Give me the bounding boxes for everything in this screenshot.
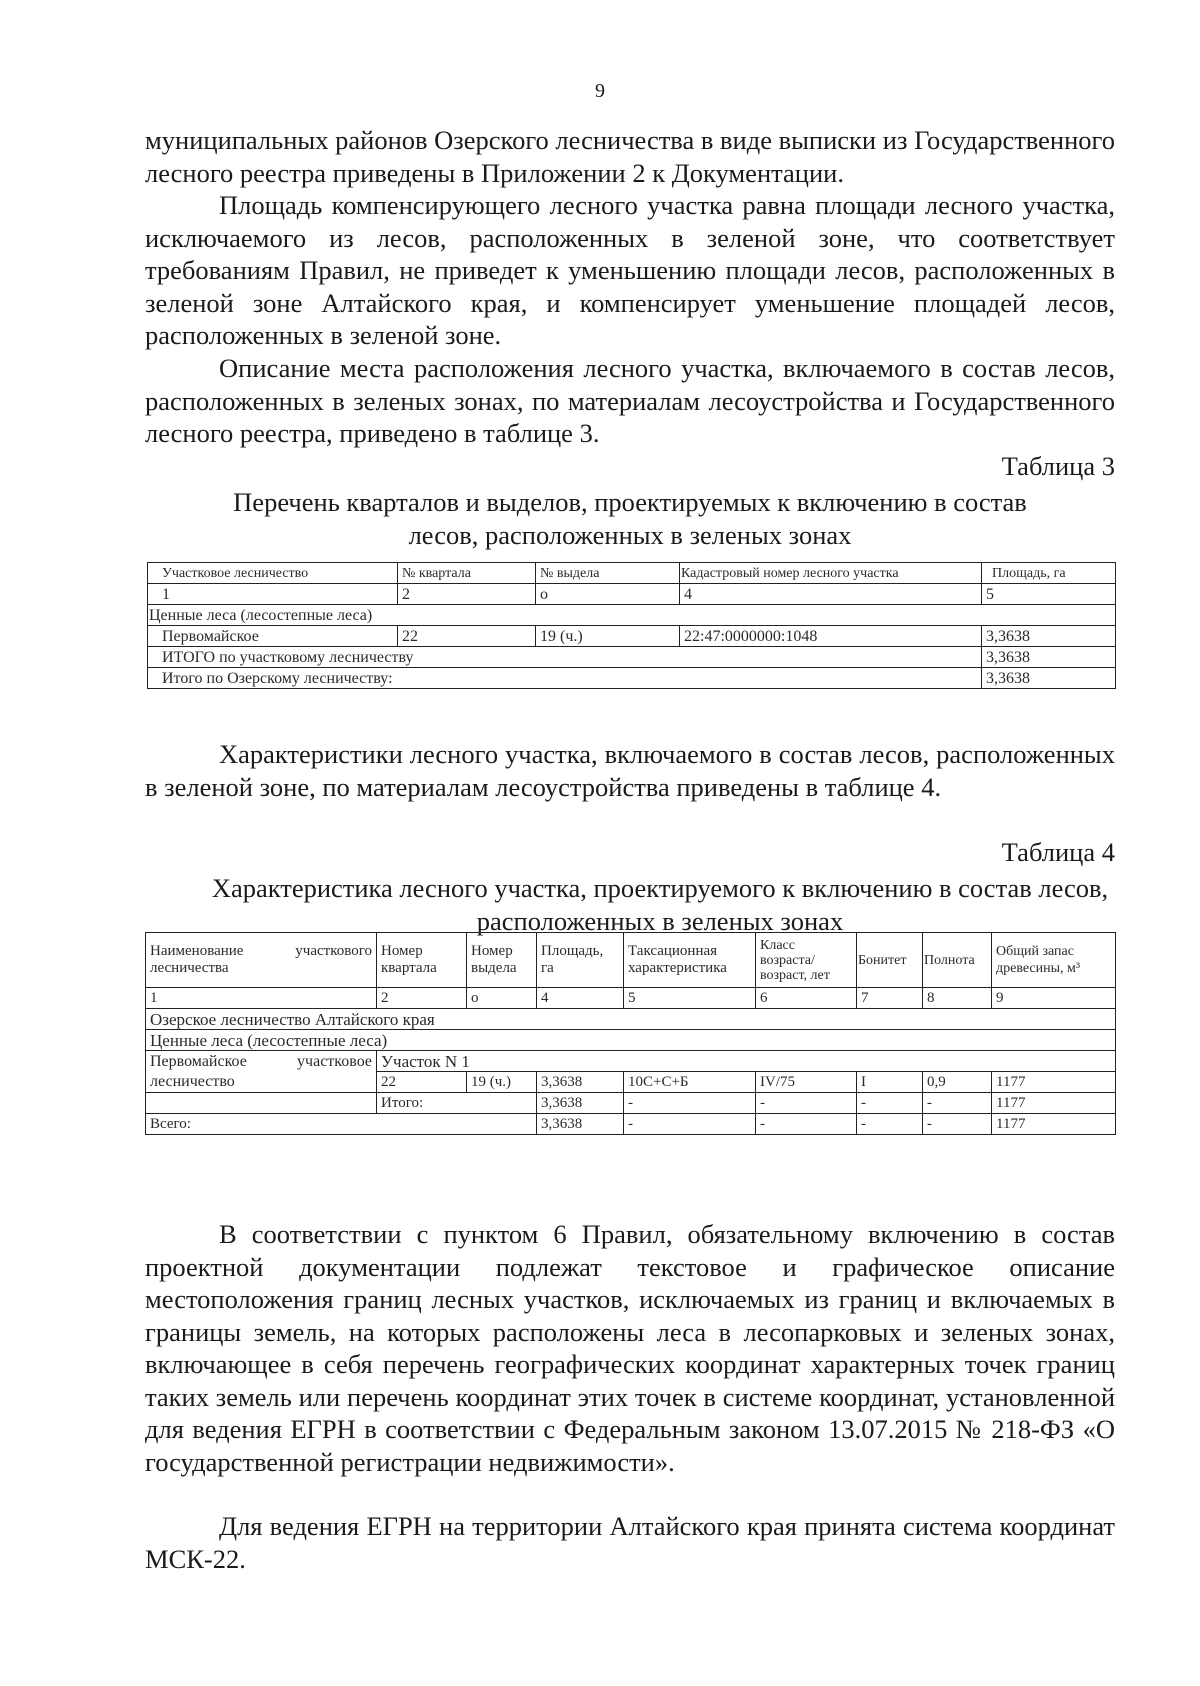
table-total-row (146, 1114, 1116, 1135)
table-section-cell: Озерское лесничество Алтайского края (146, 1009, 1116, 1030)
table-header-cell: Кадастровый номер лесного участка (680, 563, 982, 584)
paragraph: Площадь компенсирующего лесного участка равна площади лесного участка, исключаемого из лесов, расположенных в зеленой зоне, что соответствует требованиям Правил, не приведет к уменьшению площади лесов, расположенных в зеленой зоне Алтайского края, и компенсирует уменьшение площадей лесов, расположенных в зеленой зоне. (145, 190, 1115, 350)
table-header-cell: Бонитет (857, 933, 923, 988)
paragraph: Характеристики лесного участка, включаемого в состав лесов, расположенных в зеленой зоне, по материалам лесоустройства приведены в таблице 4. (145, 739, 1115, 802)
table-header-cell: № квартала (398, 563, 536, 584)
table-cell: 19 (ч.) (467, 1072, 537, 1093)
table-cell: I (857, 1072, 923, 1093)
table-cell: - (923, 1093, 992, 1114)
table-cell: 3,3638 (982, 647, 1116, 668)
table-cell: 5 (624, 988, 756, 1009)
table-section-row (146, 1030, 1116, 1051)
table-cell: 8 (923, 988, 992, 1009)
table-cell: - (857, 1114, 923, 1135)
table-total-row (148, 668, 1116, 689)
table-cell: Итого: (377, 1093, 537, 1114)
table-cell: Итого по Озерскому лесничеству: (148, 668, 982, 689)
table-total-row (148, 647, 1116, 668)
table-cell: - (923, 1114, 992, 1135)
table-header-cell: Площадь, га (982, 563, 1116, 584)
table-row (148, 626, 1116, 647)
table-label: Таблица 3 (1001, 451, 1115, 481)
table-label: Таблица 4 (1001, 837, 1115, 867)
table-header-cell: Общий запас древесины, м³ (992, 933, 1116, 988)
table-cell: 1177 (992, 1114, 1116, 1135)
table-cell: 2 (377, 988, 467, 1009)
table-cell: 1 (148, 584, 398, 605)
paragraph: В соответствии с пунктом 6 Правил, обязательному включению в состав проектной документации подлежат текстовое и графическое описание местоположения границ лесных участков, исключаемых из границ и включаемых в границы земель, на которых расположены леса в лесопарковых и зеленых зонах, включающее в себя перечень географических координат характерных точек границ таких земель или перечень координат этих точек в системе координат, установленной для ведения ЕГРН в соответствии с Федеральным законом 13.07.2015 № 218-ФЗ «О государственной регистрации недвижимости». (145, 1219, 1115, 1477)
table-cell: ИТОГО по участковому лесничеству (148, 647, 982, 668)
paragraph: муниципальных районов Озерского лесничества в виде выписки из Государственного лесного реестра приведены в Приложении 2 к Документации. (145, 125, 1115, 188)
table-header-cell: Таксационная характеристика (624, 933, 756, 988)
table-number-row (148, 584, 1116, 605)
table-cell: 4 (537, 988, 624, 1009)
table-caption: Характеристика лесного участка, проектируемого к включению в состав лесов, расположенных в зеленых зонах (211, 873, 1109, 936)
table-header-cell: № выдела (536, 563, 680, 584)
table-header-cell: Площадь, га (537, 933, 624, 988)
table-header-row (148, 563, 1116, 584)
table-cell: Первомайское (148, 626, 398, 647)
table-cell: Участок N 1 (377, 1051, 1116, 1072)
table-header-cell: Наименование участкового лесничества (146, 933, 377, 988)
table-cell: 22 (398, 626, 536, 647)
table-cell: 3,3638 (537, 1114, 624, 1135)
table-cell: IV/75 (756, 1072, 857, 1093)
table-number-row (146, 988, 1116, 1009)
table-header-cell: Класс возраста/ возраст, лет (756, 933, 857, 988)
paragraph: Описание места расположения лесного участка, включаемого в состав лесов, расположенных в зеленых зонах, по материалам лесоустройства и Государственного лесного реестра, приведено в таблице 3. (145, 353, 1115, 448)
table-cell: 5 (982, 584, 1116, 605)
table-cell: 9 (992, 988, 1116, 1009)
table-header-row (146, 933, 1116, 988)
table-section-row (146, 1009, 1116, 1030)
table-header-cell: Полнота (923, 933, 992, 988)
table-header-cell: Номер квартала (377, 933, 467, 988)
table-cell: 10С+С+Б (624, 1072, 756, 1093)
table-header-cell: Участковое лесничество (148, 563, 398, 584)
table-cell: 4 (680, 584, 982, 605)
table-cell: 3,3638 (982, 626, 1116, 647)
table-cell: 3,3638 (537, 1093, 624, 1114)
table-cell: - (756, 1093, 857, 1114)
table-header-cell: Номер выдела (467, 933, 537, 988)
table-cell: 3,3638 (982, 668, 1116, 689)
page-number: 9 (595, 80, 605, 102)
table-caption: Перечень кварталов и выделов, проектируемых к включению в состав лесов, расположенных в зеленых зонах (233, 487, 1027, 550)
table-subtotal-row (146, 1093, 1116, 1114)
table-cell: Первомайское участковое лесничество (146, 1051, 377, 1093)
table-cell: - (756, 1114, 857, 1135)
table-section-row (148, 605, 1116, 626)
table-cell: 1177 (992, 1093, 1116, 1114)
table-cell: 1177 (992, 1072, 1116, 1093)
table-cell: 19 (ч.) (536, 626, 680, 647)
table-cell: 1 (146, 988, 377, 1009)
paragraph: Для ведения ЕГРН на территории Алтайского края принята система координат МСК-22. (145, 1511, 1115, 1574)
table-3 (147, 562, 1116, 689)
table-cell: 22 (377, 1072, 467, 1093)
table-cell: 7 (857, 988, 923, 1009)
table-row (146, 1051, 1116, 1072)
table-4 (145, 932, 1116, 1135)
table-cell: Всего: (146, 1114, 537, 1135)
table-cell: - (624, 1114, 756, 1135)
table-cell: 0,9 (923, 1072, 992, 1093)
table-cell: 2 (398, 584, 536, 605)
table-cell: - (624, 1093, 756, 1114)
table-cell: о (536, 584, 680, 605)
table-section-cell: Ценные леса (лесостепные леса) (146, 1030, 1116, 1051)
table-cell (146, 1093, 377, 1114)
table-cell: 3,3638 (537, 1072, 624, 1093)
table-cell: 6 (756, 988, 857, 1009)
table-cell: 22:47:0000000:1048 (680, 626, 982, 647)
table-cell: - (857, 1093, 923, 1114)
table-section-cell: Ценные леса (лесостепные леса) (148, 605, 1116, 626)
table-cell: о (467, 988, 537, 1009)
